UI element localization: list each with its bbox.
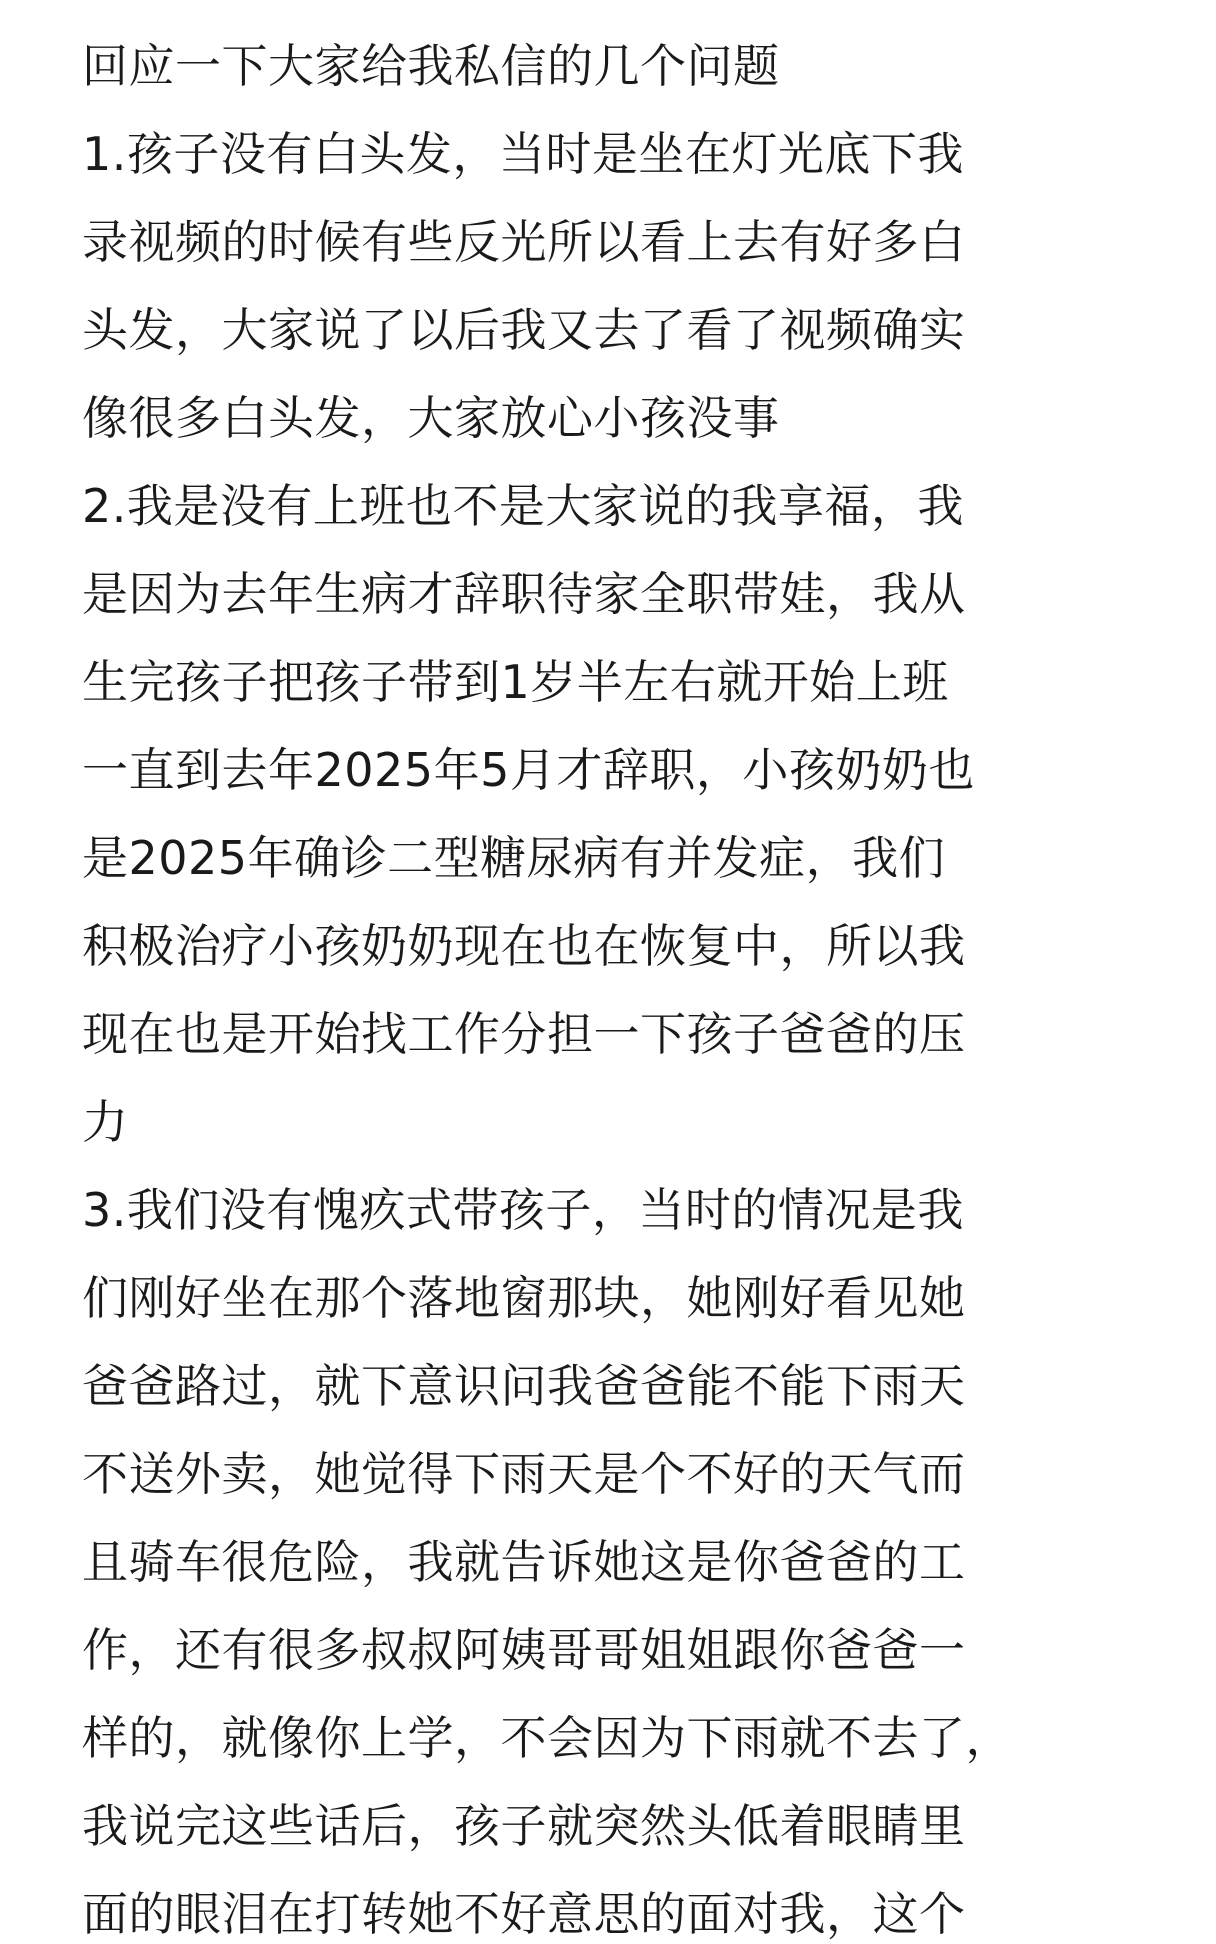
post-text (82, 22, 1202, 1944)
text-line: 我说完这些话后，孩子就突然头低着眼睛里 (82, 1799, 966, 1853)
text-line: 现在也是开始找工作分担一下孩子爸爸的压 (82, 1007, 966, 1061)
text-line: 像很多白头发，大家放心小孩没事 (82, 391, 780, 445)
text-line: 一直到去年2025年5月才辞职，小孩奶奶也 (82, 743, 975, 797)
text-line: 录视频的时候有些反光所以看上去有好多白 (82, 215, 966, 269)
text-line: 积极治疗小孩奶奶现在也在恢复中，所以我 (82, 919, 966, 973)
text-line: 作，还有很多叔叔阿姨哥哥姐姐跟你爸爸一 (82, 1623, 966, 1677)
text-line: 1.孩子没有白头发，当时是坐在灯光底下我 (82, 127, 964, 181)
text-line: 是2025年确诊二型糖尿病有并发症，我们 (82, 831, 946, 885)
text-line: 不送外卖，她觉得下雨天是个不好的天气而 (82, 1447, 966, 1501)
text-line: 样的，就像你上学，不会因为下雨就不去了， (82, 1711, 1012, 1765)
text-line: 面的眼泪在打转她不好意思的面对我，这个 (82, 1887, 966, 1941)
text-line: 生完孩子把孩子带到1岁半左右就开始上班 (82, 655, 949, 709)
text-line: 回应一下大家给我私信的几个问题 (82, 39, 780, 93)
text-line: 是因为去年生病才辞职待家全职带娃，我从 (82, 567, 966, 621)
text-line: 爸爸路过，就下意识问我爸爸能不能下雨天 (82, 1359, 966, 1413)
text-line: 力 (82, 1095, 129, 1149)
text-line: 头发，大家说了以后我又去了看了视频确实 (82, 303, 966, 357)
text-line: 3.我们没有愧疚式带孩子，当时的情况是我 (82, 1183, 964, 1237)
text-line: 们刚好坐在那个落地窗那块，她刚好看见她 (82, 1271, 966, 1325)
text-line: 且骑车很危险，我就告诉她这是你爸爸的工 (82, 1535, 966, 1589)
text-line: 2.我是没有上班也不是大家说的我享福，我 (82, 479, 964, 533)
